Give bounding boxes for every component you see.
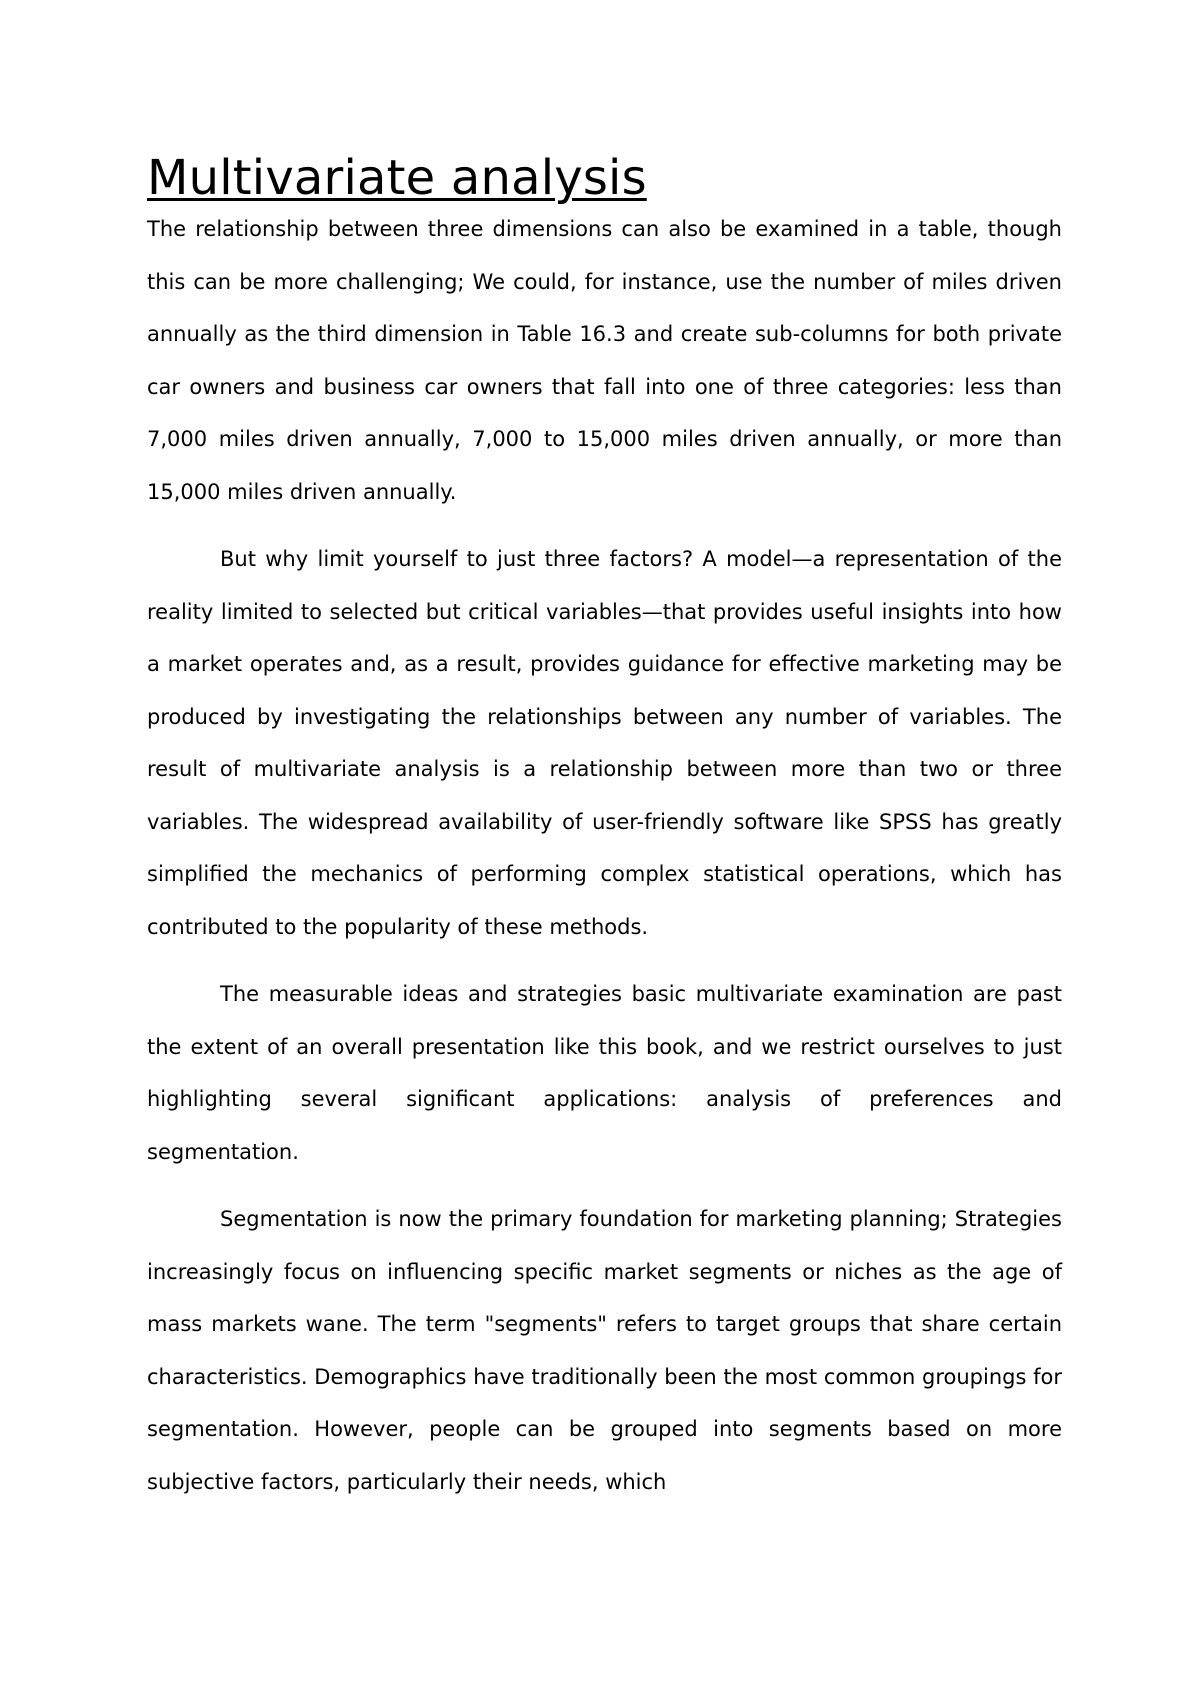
document-page [147,150,1062,1508]
paragraph-segmentation: Segmentation is now the primary foundation for marketing planning; Strategies increasingly focus on influencing specific market segments or niches as the age of mass markets wane. The term "segments" refers to target groups that share certain characteristics. Demographics have traditionally been the most common groupings for segmentation. However, people can be grouped into segments based on more subjective factors, particularly their needs, which [147,1207,1062,1494]
document-title: Multivariate analysis [147,150,647,206]
paragraph-multivariate-model: But why limit yourself to just three factors? A model—a representation of the reality limited to selected but critical variables—that provides useful insights into how a market operates and, as a result, provides guidance for effective marketing may be produced by investigating the relationships between any number of variables. The result of multivariate analysis is a relationship between more than two or three variables. The widespread availability of user-friendly software like SPSS has greatly simplified the mechanics of performing complex statistical operations, which has contributed to the popularity of these methods. [147,547,1062,939]
paragraph-applications: The measurable ideas and strategies basic multivariate examination are past the extent of an overall presentation like this book, and we restrict ourselves to just highlighting several significant applications: analysis of preferences and segmentation. [147,982,1062,1164]
paragraph-three-dimensions: The relationship between three dimensions can also be examined in a table, though this can be more challenging; We could, for instance, use the number of miles driven annually as the third dimension in Table 16.3 and create sub-columns for both private car owners and business car owners that fall into one of three categories: less than 7,000 miles driven annually, 7,000 to 15,000 miles driven annually, or more than 15,000 miles driven annually. [147,217,1062,504]
